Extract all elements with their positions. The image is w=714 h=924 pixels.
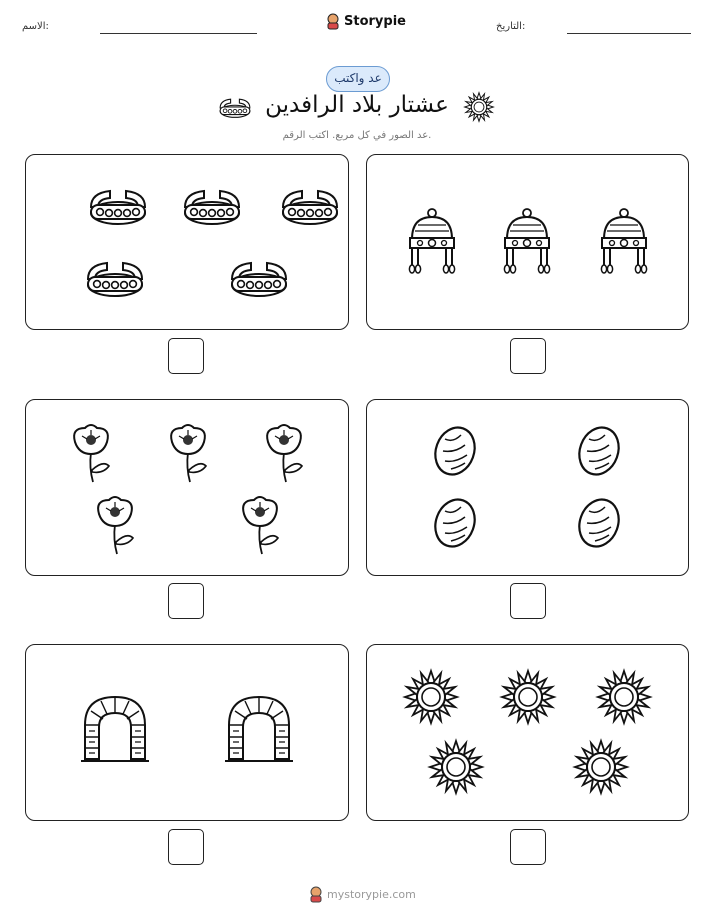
sun-icon [462,92,496,122]
date-fruit-icon [573,422,625,480]
crown-icon [601,209,646,273]
footer-url[interactable]: mystorypie.com [327,887,416,901]
sun-icon [430,741,482,793]
poppy-icon [98,497,133,554]
poppy-icon [243,497,278,554]
poppy-icon [267,425,302,482]
date-fruit-icon [429,494,481,552]
activity-badge: عد واكتب [326,66,390,92]
count-panel-suns [366,644,689,821]
sun-icon [502,671,554,723]
count-panel-gates [25,644,349,821]
gates-group [26,645,350,822]
date-fruit-icon [573,494,625,552]
name-label: الاسم: [22,21,49,32]
answer-box[interactable] [168,583,204,619]
ring-icon [218,94,252,120]
storypie-mascot-icon [326,13,340,29]
rings-group [26,155,350,331]
gate-arch-icon [81,697,149,761]
ring-icon [185,191,239,224]
crown-icon [409,209,454,273]
name-input-line[interactable] [100,33,257,34]
sun-icon [405,671,457,723]
storypie-mascot-icon [309,886,323,902]
footer [309,886,416,902]
count-panel-dates [366,399,689,576]
answer-box[interactable] [510,829,546,865]
date-label: التاريخ: [496,21,526,32]
crowns-group [367,155,690,331]
dates-group [367,400,690,577]
instructions: عد الصور في كل مربع. اكتب الرقم. [282,130,432,141]
ring-icon [91,191,145,224]
sun-icon [598,671,650,723]
ring-icon [88,263,142,296]
suns-group [367,645,690,822]
ring-icon [283,191,337,224]
count-panel-poppies [25,399,349,576]
poppies-group [26,400,350,577]
poppy-icon [171,425,206,482]
count-panel-rings [25,154,349,330]
poppy-icon [74,425,109,482]
date-input-line[interactable] [567,33,691,34]
brand-logo [326,13,406,29]
date-fruit-icon [429,422,481,480]
sun-icon [575,741,627,793]
answer-box[interactable] [510,583,546,619]
answer-box[interactable] [510,338,546,374]
brand-name: Storypie [344,13,406,29]
answer-box[interactable] [168,829,204,865]
ring-icon [232,263,286,296]
answer-box[interactable] [168,338,204,374]
crown-icon [504,209,549,273]
page-title: عشتار بلاد الرافدين [265,92,449,118]
gate-arch-icon [225,697,293,761]
count-panel-crowns [366,154,689,330]
